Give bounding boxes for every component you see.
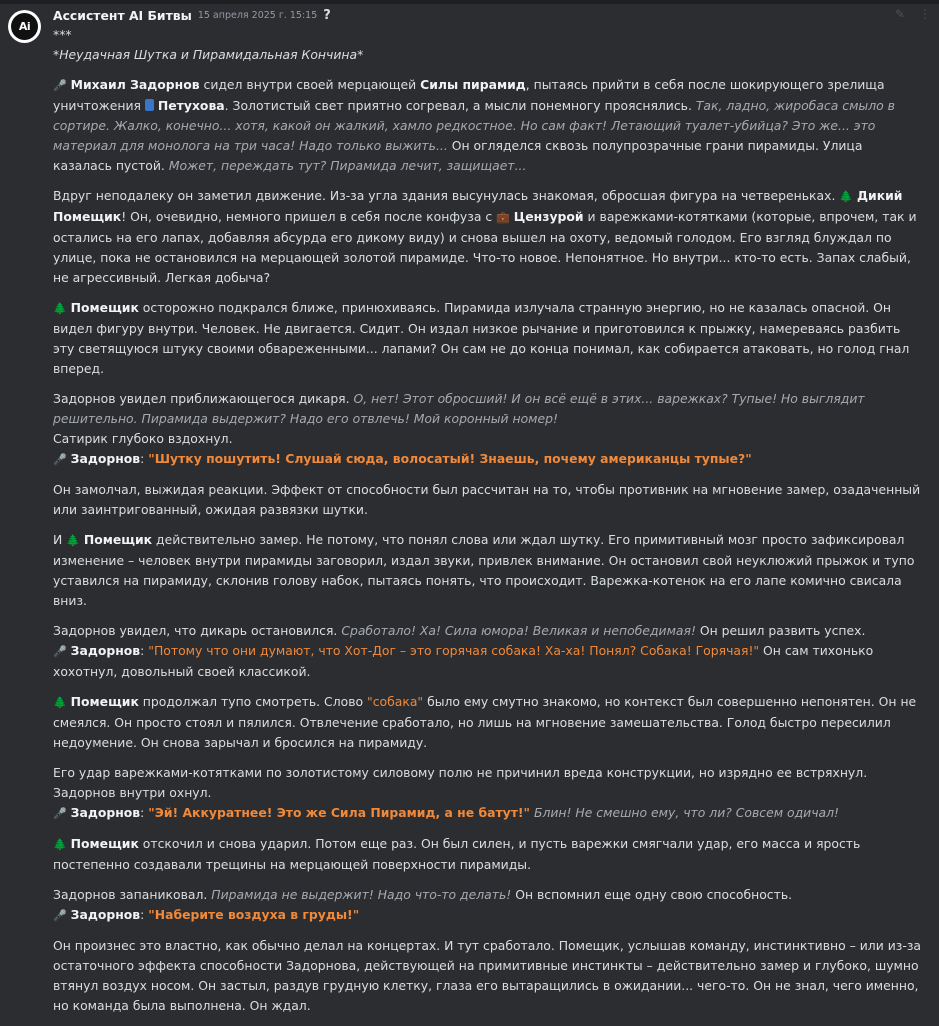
paragraph-1: 🎤 Михаил Задорнов сидел внутри своей мерцающей Силы пирамид, пытаясь прийти в себя после шокирующего зрелища уничтожения Петухова. Золотистый свет приятно согревал, а мысли понемногу прояснялись. Так, ладно, жиробаса смыло в сортире. Жалко, конечно... хотя, какой он жалкий, хамло редкостное. Но сам факт! Летающий туалет-убийца? Это же... это материал для монолога на три часа! Надо только выжить... Он огляделся сквозь полупрозрачные грани пирамиды. Улица казалась пустой. Может, переждать тут? Пирамида лечит, защищает... — [53, 77, 895, 173]
evergreen-tree-icon: 🌲 — [839, 190, 854, 203]
paragraph-4: Задорнов увидел приближающегося дикаря. О, нет! Этот обросший! И он всё ещё в этих... варежках? Тупые! Но выглядит решительно. Пирамида выдержит? Надо его отвлечь! Мой коронный номер! Сатирик глубоко вздохнул. 🎤 Задорнов: "Шутку пошутить! Слушай сюда, волосатый! Знаешь, почему американцы тупые?" — [53, 391, 865, 466]
avatar-logo: Ai — [11, 13, 38, 40]
paragraph-3: 🌲 Помещик осторожно подкрался ближе, принюхиваясь. Пирамида излучала странную энергию, но не казалась опасной. Он видел фигуру внутри. Человек. Не двигается. Сидит. Он издал низкое рычание и приготовился к прыжку, намереваясь разбить эту светящуюся штуку своими обвареженными... лапами? Он сам не до конца понимал, как собирается атаковать, но голод гнал вперед. — [53, 300, 910, 376]
microphone-icon: 🎤 — [53, 909, 67, 922]
paragraph-11: Задорнов запаниковал. Пирамида не выдержит! Надо что-то делать! Он вспомнил еще одну свою способность. 🎤 Задорнов: "Наберите воздуха в груды!" — [53, 887, 793, 922]
paragraph-8: 🌲 Помещик продолжал тупо смотреть. Слово "собака" было ему смутно знакомо, но контекст был совершенно непонятен. Он не смеялся. Он просто стоял и пялился. Отвлечение сработало, но лишь на мгновение замешательства. Голод быстро пересилил недоумение. Он снова зарычал и бросился на пирамиду. — [53, 694, 917, 750]
evergreen-tree-icon: 🌲 — [53, 696, 67, 709]
story-title: *Неудачная Шутка и Пирамидальная Кончина* — [53, 47, 364, 62]
help-icon[interactable]: ? — [323, 8, 331, 23]
evergreen-tree-icon: 🌲 — [53, 302, 67, 315]
chat-message — [0, 4, 939, 1013]
paragraph-9: Его удар варежками-котятками по золотистому силовому полю не причинил вреда конструкции, но изрядно ее встряхнул. Задорнов внутри охнул. 🎤 Задорнов: "Эй! Аккуратнее! Это же Сила Пирамид, а не батут!" Блин! Не смешно ему, что ли? Совсем одичал! — [53, 765, 868, 820]
paragraph-6: И 🌲 Помещик действительно замер. Не потому, что понял слова или ждал шутку. Его примитивный мозг просто зафиксировал изменение – человек внутри пирамиды заговорил, издал звуки, привлек внимание. Он остановил свой неуклюжий прыжок и тупо уставился на пирамиду, склонив голову набок, пытаясь понять, что происходит. Варежка-котенок на его лапе комично свисала вниз. — [53, 532, 915, 608]
evergreen-tree-icon: 🌲 — [53, 838, 67, 851]
more-options-icon[interactable]: ⋮ — [919, 7, 931, 21]
message-toolbar — [895, 4, 931, 24]
avatar[interactable] — [8, 10, 41, 43]
microphone-icon: 🎤 — [53, 453, 67, 466]
microphone-icon: 🎤 — [53, 645, 67, 658]
paragraph-12: Он произнес это властно, как обычно делал на концертах. И тут сработало. Помещик, услышав команду, инстинктивно – или из-за остаточного эффекта способности Задорнова, действующей на примитивные инстинкты – действительно замер и глубоко, шумно втянул воздух носом. Он застыл, раздув грудную клетку, глаза его вытаращились в ожидании... чего-то. Он не знал, чего именно, но команда была выполнена. Он ждал. — [53, 938, 922, 1013]
microphone-icon: 🎤 — [53, 79, 67, 92]
message-timestamp[interactable]: 15 апреля 2025 г. 15:15 — [197, 10, 318, 21]
paragraph-7: Задорнов увидел, что дикарь остановился. Сработало! Ха! Сила юмора! Великая и непобедимая! Он решил развить успех. 🎤 Задорнов: "Потому что они думают, что Хот-Дог – это горячая собака! Ха-ха! Понял? Собака! Горячая!" Он сам тихонько хохотнул, довольный своей классикой. — [53, 623, 874, 679]
blue-box-icon — [145, 99, 154, 111]
briefcase-icon: 💼 — [496, 211, 510, 224]
evergreen-tree-icon: 🌲 — [66, 534, 80, 547]
paragraph-2: Вдруг неподалеку он заметил движение. Из-за угла здания высунулась знакомая, обросшая фигура на четвереньках. 🌲 Дикий Помещик! Он, очевидно, немного пришел в себя после конфуза с 💼 Цензурой и варежками-котятками (которые, впрочем, так и остались на его лапах, добавляя абсурда его дикому виду) и снова вышел на охоту, ведомый голодом. Его взгляд блуждал по улице, пока не остановился на мерцающей золотой пирамиде. Что-то новое. Непонятное. Но внутри... кто-то есть. Запах слабый, не агрессивный. Легкая добыча? — [53, 188, 917, 285]
message-content — [53, 25, 921, 1026]
author-name[interactable]: Ассистент AI Битвы — [53, 8, 192, 23]
edit-icon[interactable]: ✎ — [894, 7, 905, 21]
microphone-icon: 🎤 — [53, 807, 67, 820]
separator-stars: *** — [53, 27, 72, 42]
paragraph-10: 🌲 Помещик отскочил и снова ударил. Потом еще раз. Он был силен, и пусть варежки смягчали удар, его масса и ярость постепенно создавали трещины на мерцающей поверхности пирамиды. — [53, 836, 861, 872]
paragraph-5: Он замолчал, выжидая реакции. Эффект от способности был рассчитан на то, чтобы противник на мгновение замер, озадаченный или заинтригованный, ожидая развязки шутки. — [53, 482, 921, 517]
message-header — [53, 6, 331, 26]
